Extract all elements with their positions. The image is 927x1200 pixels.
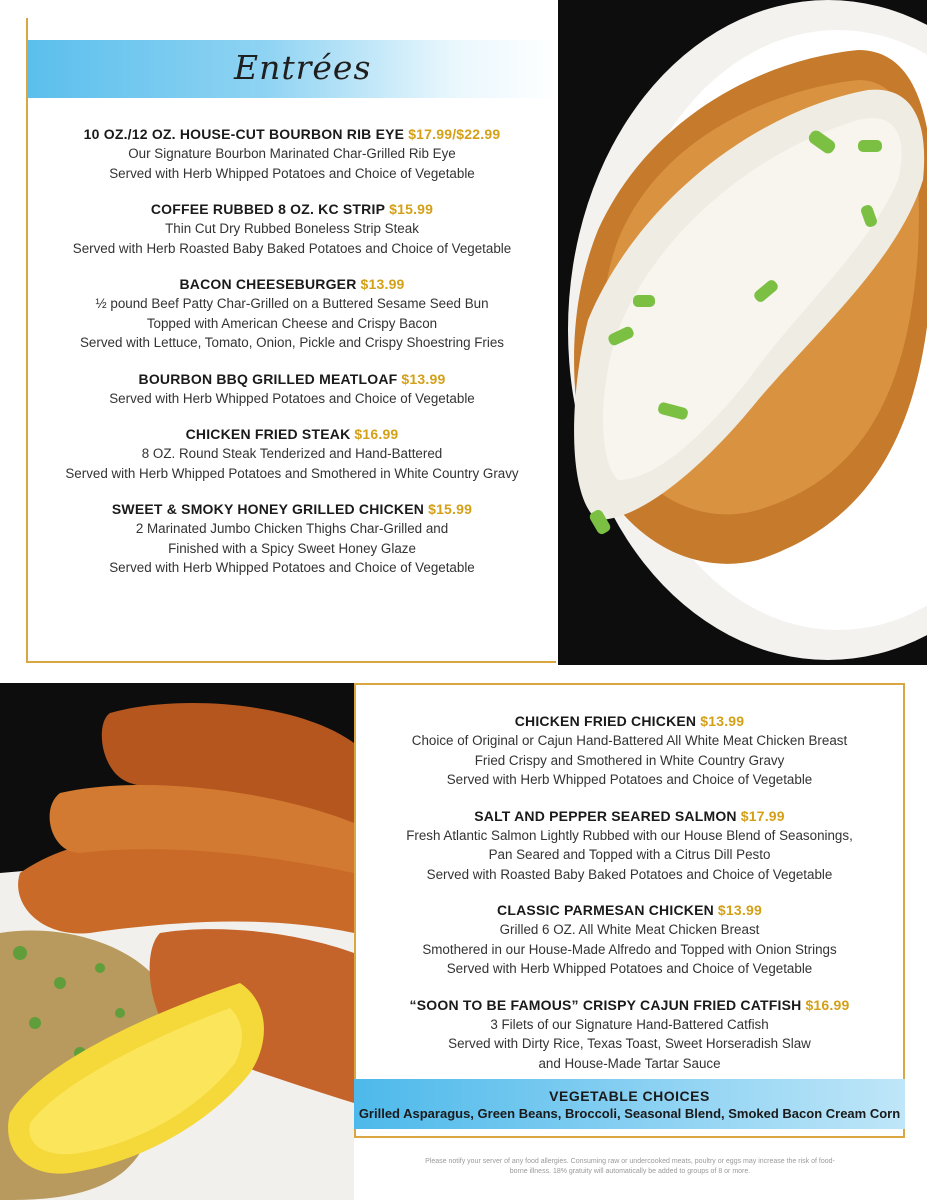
allergy-disclaimer: Please notify your server of any food allergies. Consuming raw or undercooked meats, poultry or eggs may increase the risk of food-borne illness. 18% gratuity will automatically be added to groups of 8 or more. <box>425 1158 835 1175</box>
item-description: Served with Roasted Baby Baked Potatoes and Choice of Vegetable <box>426 866 833 882</box>
item-name: CLASSIC PARMESAN CHICKEN <box>497 902 714 918</box>
entrees-panel <box>26 18 556 663</box>
item-description: ½ pound Beef Patty Char-Grilled on a Buttered Sesame Seed Bun <box>95 296 489 311</box>
item-description: Grilled 6 OZ. All White Meat Chicken Breast <box>499 922 760 937</box>
item-name: SWEET & SMOKY HONEY GRILLED CHICKEN <box>111 501 425 517</box>
item-description: Served with Herb Whipped Potatoes and Choice of Vegetable <box>109 165 475 181</box>
menu-item <box>28 274 556 353</box>
item-description: Finished with a Spicy Sweet Honey Glaze <box>168 540 416 556</box>
item-price: $16.99 <box>354 426 399 442</box>
item-price: $17.99 <box>740 807 785 824</box>
item-price: $13.99 <box>717 902 762 918</box>
item-name: “SOON TO BE FAMOUS” CRISPY CAJUN FRIED CATFISH <box>409 996 802 1013</box>
item-description: Served with Herb Whipped Potatoes and Choice of Vegetable <box>446 961 813 976</box>
menu-item <box>356 806 903 885</box>
item-description: Served with Herb Whipped Potatoes and Choice of Vegetable <box>109 390 475 406</box>
menu-item <box>356 995 903 1074</box>
chicken-fried-steak-photo <box>558 0 927 665</box>
item-description: 3 Filets of our Signature Hand-Battered Catfish <box>490 1016 769 1032</box>
item-price: $17.99/$22.99 <box>408 126 501 142</box>
item-description: Topped with American Cheese and Crispy Bacon <box>146 315 438 331</box>
item-description: Served with Lettuce, Tomato, Onion, Pickle and Crispy Shoestring Fries <box>80 335 504 350</box>
item-description: Served with Herb Whipped Potatoes and Choice of Vegetable <box>446 772 813 787</box>
item-description: Served with Herb Whipped Potatoes and Choice of Vegetable <box>109 560 475 575</box>
item-description: and House-Made Tartar Sauce <box>538 1055 721 1071</box>
vegetable-choices-title: VEGETABLE CHOICES <box>549 1088 710 1104</box>
item-name: CHICKEN FRIED STEAK <box>185 426 351 442</box>
item-name: BACON CHEESEBURGER <box>179 276 357 292</box>
item-description: Smothered in our House-Made Alfredo and Topped with Onion Strings <box>422 941 837 957</box>
item-price: $13.99 <box>360 276 405 292</box>
item-description: 8 OZ. Round Steak Tenderized and Hand-Battered <box>141 446 443 461</box>
item-description: Choice of Original or Cajun Hand-Battered All White Meat Chicken Breast <box>411 733 848 748</box>
item-description: 2 Marinated Jumbo Chicken Thighs Char-Grilled and <box>135 521 449 536</box>
item-name: BOURBON BBQ GRILLED MEATLOAF <box>138 370 398 387</box>
item-name: 10 OZ./12 OZ. HOUSE-CUT BOURBON RIB EYE <box>83 126 405 142</box>
item-description: Thin Cut Dry Rubbed Boneless Strip Steak <box>165 221 419 236</box>
menu-item <box>28 499 556 578</box>
item-description: Served with Herb Whipped Potatoes and Smothered in White Country Gravy <box>65 465 519 481</box>
item-price: $15.99 <box>389 201 434 217</box>
item-price: $15.99 <box>428 501 473 517</box>
item-description: Served with Dirty Rice, Texas Toast, Sweet Horseradish Slaw <box>448 1036 811 1051</box>
menu-item <box>356 900 903 979</box>
top-menu-items <box>28 124 556 594</box>
entrees-panel-continued <box>354 683 905 1138</box>
section-title: Entrées <box>234 48 372 87</box>
fried-catfish-photo <box>0 683 354 1200</box>
item-price: $13.99 <box>700 713 745 729</box>
item-description: Served with Herb Roasted Baby Baked Potatoes and Choice of Vegetable <box>72 240 512 256</box>
item-price: $13.99 <box>401 370 446 387</box>
vegetable-choices-list: Grilled Asparagus, Green Beans, Broccoli, Seasonal Blend, Smoked Bacon Cream Corn <box>358 1106 901 1121</box>
menu-item <box>28 124 556 183</box>
item-description: Pan Seared and Topped with a Citrus Dill Pesto <box>488 847 771 862</box>
menu-item <box>28 369 556 409</box>
item-name: CHICKEN FRIED CHICKEN <box>514 713 697 729</box>
bottom-menu-items <box>356 711 903 1089</box>
menu-item <box>28 424 556 483</box>
item-name: SALT AND PEPPER SEARED SALMON <box>474 807 737 824</box>
item-price: $16.99 <box>805 996 850 1013</box>
menu-item <box>28 199 556 258</box>
menu-item <box>356 711 903 790</box>
item-description: Our Signature Bourbon Marinated Char-Grilled Rib Eye <box>128 146 456 161</box>
item-name: COFFEE RUBBED 8 OZ. KC STRIP <box>150 201 386 217</box>
vegetable-choices-band <box>354 1079 905 1129</box>
item-description: Fresh Atlantic Salmon Lightly Rubbed with our House Blend of Seasonings, <box>406 827 853 843</box>
item-description: Fried Crispy and Smothered in White Country Gravy <box>474 752 785 768</box>
